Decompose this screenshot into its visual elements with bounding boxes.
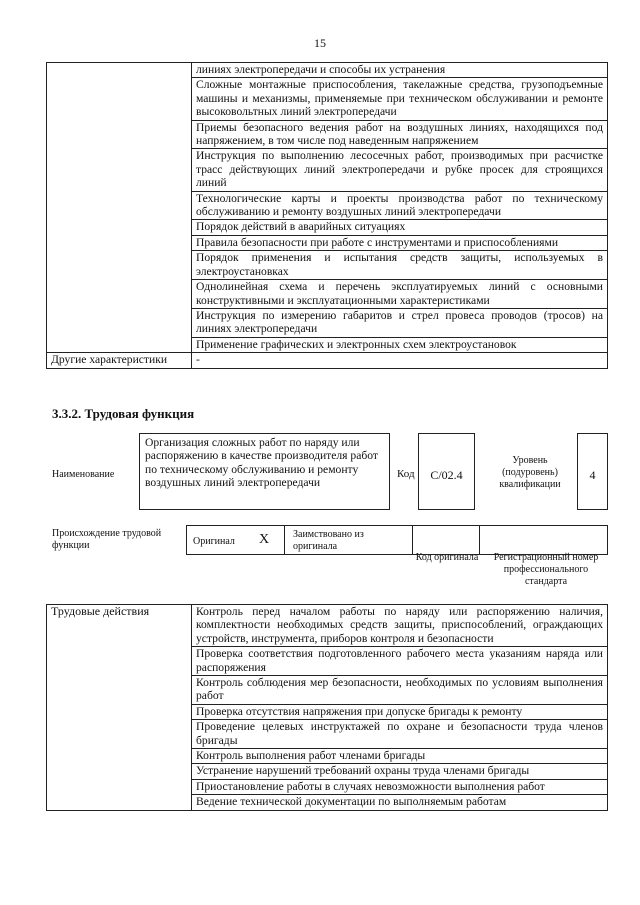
level-box: [577, 433, 608, 510]
row-label: Трудовые действия: [47, 605, 192, 811]
table-cell: Проведение целевых инструктажей по охране и безопасности труда членов бригады: [192, 720, 608, 749]
table-cell: Правила безопасности при работе с инструментами и приспособлениями: [192, 235, 608, 250]
table-cell: Контроль соблюдения мер безопасности, необходимых по условиям выполнения работ: [192, 676, 608, 705]
table-cell: Порядок применения и испытания средств защиты, используемых в электроустановках: [192, 251, 608, 280]
original-label: Оригинал: [193, 536, 235, 547]
table-cell: Приемы безопасного ведения работ на воздушных линиях, находящихся под напряжением, в том числе под наведенным напряжением: [192, 120, 608, 149]
original-box: [186, 525, 285, 555]
code-box: [418, 433, 475, 510]
table-cell: Инструкция по выполнению лесосечных работ, производимых при расчистке трасс действующих линий электропередачи и рубке просек для строящихся линий: [192, 149, 608, 191]
table-cell: Устранение нарушений требований охраны труда членами бригады: [192, 764, 608, 779]
table-cell: Ведение технической документации по выполняемым работам: [192, 795, 608, 810]
origin-label: Происхождение трудовой функции: [52, 528, 162, 551]
row-label-empty: [47, 63, 192, 353]
table-row: [47, 353, 608, 368]
borrowed-label: Заимствовано из оригинала: [293, 529, 364, 552]
table-cell: Технологические карты и проекты производства работ по техническому обслуживанию и ремонту воздушных линий электропередачи: [192, 191, 608, 220]
table-cell: линиях электропередачи и способы их устранения: [192, 63, 608, 78]
table-row: [47, 63, 608, 78]
knowledge-table: [46, 62, 608, 369]
reg-caption: Регистрационный номер профессионального стандарта: [493, 552, 599, 587]
original-mark: X: [259, 532, 270, 547]
table-cell: Приостановление работы в случаях невозможности выполнения работ: [192, 779, 608, 794]
code-caption: Код оригинала: [415, 552, 479, 563]
table-cell: Однолинейная схема и перечень эксплуатируемых линий с основными конструктивными и эксплуатационными характеристиками: [192, 280, 608, 309]
table-cell: Порядок действий в аварийных ситуациях: [192, 220, 608, 235]
reg-number-box: [479, 525, 608, 555]
table-cell: Сложные монтажные приспособления, такелажные средства, грузоподъемные машины и механизмы, применяемые при техническом обслуживании и ремонте высоковольтных линий электропередачи: [192, 78, 608, 120]
table-cell: Применение графических и электронных схем электроустановок: [192, 337, 608, 352]
table-cell: Проверка соответствия подготовленного рабочего места указаниям наряда или распоряжения: [192, 647, 608, 676]
page-number: 15: [314, 36, 326, 50]
table-row: [47, 605, 608, 647]
code-label: Код: [397, 468, 415, 480]
table-cell: Проверка отсутствия напряжения при допуске бригады к ремонту: [192, 704, 608, 719]
table-cell: Контроль выполнения работ членами бригады: [192, 749, 608, 764]
level-value: 4: [589, 468, 596, 482]
level-label: Уровень (подуровень) квалификации: [499, 455, 561, 490]
table-cell: Контроль перед началом работы по наряду или распоряжению наличия, комплектности необходимых средств защиты, приспособлений, ограждающих устройств, инструмента, приборов контроля и безопасности: [192, 605, 608, 647]
table-cell: Инструкция по измерению габаритов и стрел провеса проводов (тросов) на линиях электропередачи: [192, 308, 608, 337]
function-code: C/02.4: [430, 468, 463, 482]
function-name: Организация сложных работ по наряду или распоряжению в качестве производителя работ по техническому обслуживанию и ремонту воздушных линий электропередачи: [145, 436, 378, 490]
function-name-box: [139, 433, 390, 510]
labor-actions-table: [46, 604, 608, 811]
row-label: Другие характеристики: [47, 353, 192, 368]
table-cell: -: [192, 353, 608, 368]
borrowed-box: [284, 525, 413, 555]
name-label: Наименование: [52, 469, 115, 480]
original-code-box: [412, 525, 480, 555]
section-title: 3.3.2. Трудовая функция: [52, 406, 195, 421]
